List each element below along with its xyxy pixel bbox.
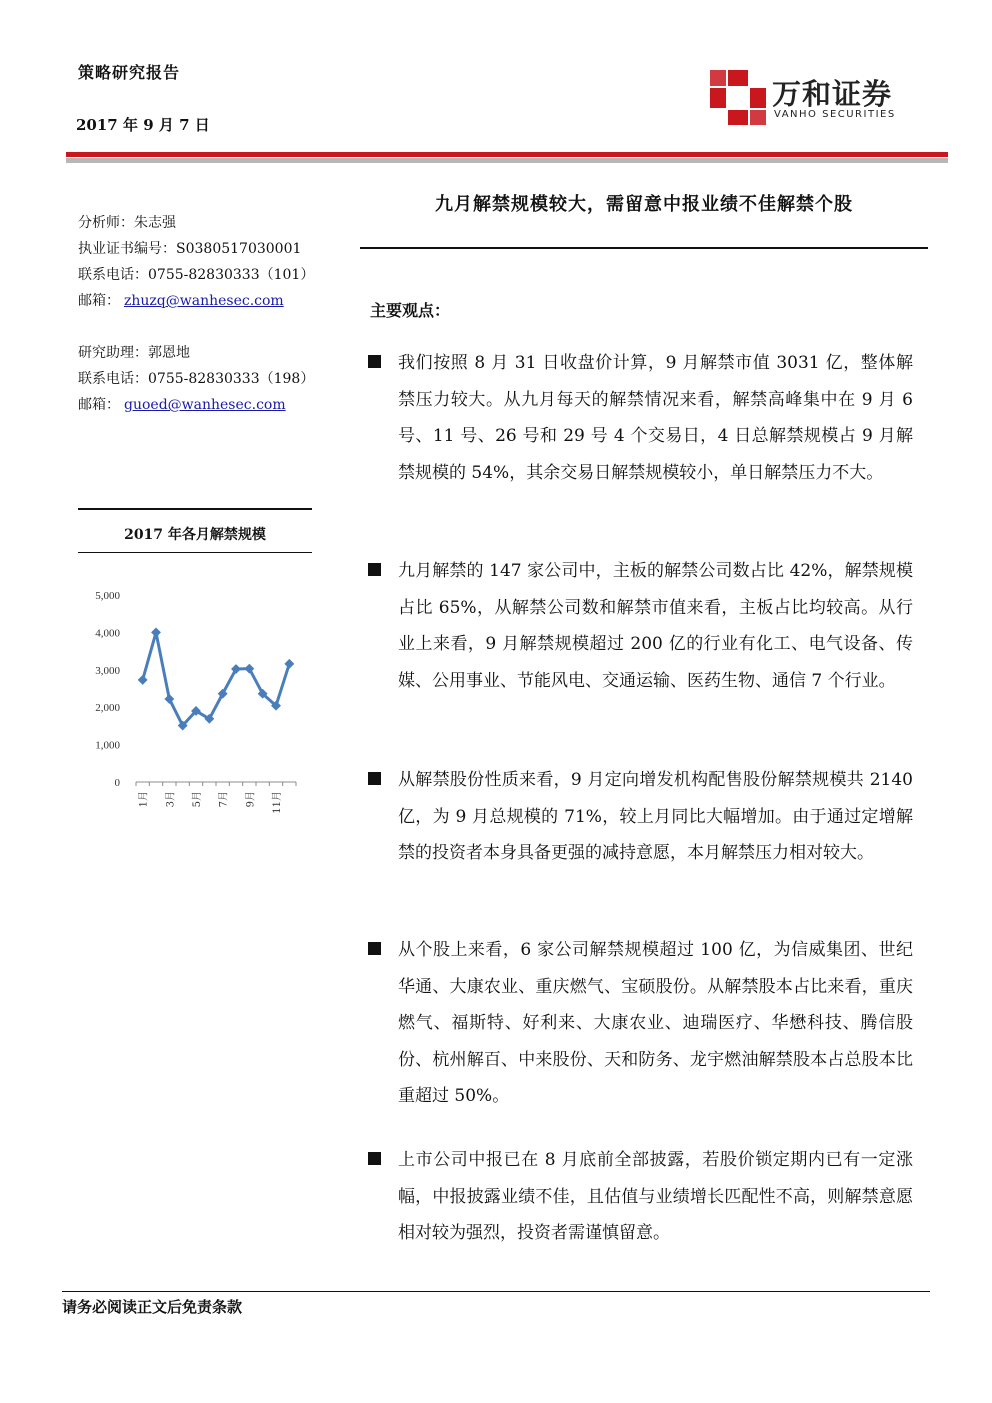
x-tick-label: 5月 (192, 791, 203, 808)
key-point-1 (368, 345, 913, 491)
email-label-1: 邮箱： (78, 293, 120, 309)
logo-name-en: VANHO SECURITIES (774, 109, 896, 120)
x-axis-labels (138, 791, 283, 814)
line-chart (78, 558, 312, 838)
y-tick-label: 1,000 (95, 739, 120, 752)
series-line (143, 632, 290, 725)
key-point-text: 上市公司中报已在 8 月底前全部披露，若股价锁定期内已有一定涨幅，中报披露业绩不佳，且估值与业绩增长匹配性不高，则解禁意愿相对较为强烈，投资者需谨慎留意。 (398, 1150, 913, 1243)
data-point (151, 627, 161, 637)
bullet-square-icon (368, 942, 381, 955)
phone-label-1: 联系电话： (78, 267, 148, 283)
license-value: S0380517030001 (176, 241, 302, 257)
assistant-name: 郭恩地 (148, 345, 190, 361)
analyst-label: 分析师： (78, 215, 134, 231)
key-point-2 (368, 553, 913, 699)
bullet-square-icon (368, 772, 381, 785)
headline-rule (360, 247, 928, 249)
logo-name-cn: 万和证券 (772, 77, 893, 111)
x-tick-label: 11月 (272, 791, 283, 814)
phone-label-2: 联系电话： (78, 371, 148, 387)
email-link-2[interactable]: guoed@wanhesec.com (124, 397, 286, 413)
phone-value-1: 0755-82830333（101） (148, 267, 315, 283)
footer-disclaimer: 请务必阅读正文后免责条款 (62, 1298, 243, 1316)
report-date: 2017 年 9 月 7 日 (76, 116, 210, 134)
key-point-text: 九月解禁的 147 家公司中，主板的解禁公司数占比 42%，解禁规模占比 65%，从解禁公司数和解禁市值来看，主板占比均较高。从行业上来看，9 月解禁规模超过 200 亿的行业有化工、电气设备、传媒、公用事业、节能风电、交通运输、医药生物、通信 7 个行业。 (398, 561, 913, 691)
data-point (164, 694, 174, 704)
assistant-label: 研究助理： (78, 345, 148, 361)
chart-title: 2017 年各月解禁规模 (124, 527, 266, 543)
y-tick-label: 4,000 (95, 627, 120, 640)
report-headline: 九月解禁规模较大，需留意中报业绩不佳解禁个股 (435, 194, 853, 215)
y-tick-label: 3,000 (95, 664, 120, 677)
section-title: 主要观点： (370, 301, 451, 320)
footer-rule (62, 1291, 930, 1292)
x-tick-label: 9月 (245, 791, 257, 808)
bullet-square-icon (368, 1152, 381, 1165)
x-tick-label: 7月 (218, 791, 230, 808)
license-line (78, 236, 301, 262)
chart-title-rule (78, 552, 312, 553)
email-link-1[interactable]: zhuzq@wanhesec.com (124, 293, 284, 309)
chart-panel (78, 508, 312, 840)
y-tick-label: 0 (114, 777, 120, 789)
analyst-name: 朱志强 (134, 215, 176, 231)
bullet-square-icon (368, 355, 381, 368)
phone-line-2 (78, 366, 314, 392)
phone-value-2: 0755-82830333（198） (148, 371, 315, 387)
key-point-text: 从解禁股份性质来看，9 月定向增发机构配售股份解禁规模共 2140 亿，为 9 月总规模的 71%，较上月同比大幅增加。由于通过定增解禁的投资者本身具备更强的减持意愿，本月解禁压力相对较大。 (398, 770, 913, 863)
x-tick-label: 3月 (165, 791, 177, 808)
x-axis-ticks (136, 782, 296, 786)
chart-top-rule (78, 508, 312, 510)
email-line-2 (78, 392, 286, 418)
phone-line-1 (78, 262, 314, 288)
assistant-line (78, 340, 190, 366)
key-point-text: 从个股上来看，6 家公司解禁规模超过 100 亿，为信威集团、世纪华通、大康农业、重庆燃气、宝硕股份。从解禁股本占比来看，重庆燃气、福斯特、好利来、大康农业、迪瑞医疗、华懋科技、腾信股份、杭州解百、中来股份、天和防务、龙宇燃油解禁股本占总股本比重超过 50%。 (398, 940, 913, 1106)
y-tick-label: 5,000 (95, 590, 120, 602)
key-point-text: 我们按照 8 月 31 日收盘价计算，9 月解禁市值 3031 亿，整体解禁压力较大。从九月每天的解禁情况来看，解禁高峰集中在 9 月 6 号、11 号、26 号和 29 号 4 个交易日，4 日总解禁规模占 9 月解禁规模的 54%，其余交易日解禁规模较小，单日解禁压力不大。 (398, 353, 913, 483)
header-divider (66, 152, 948, 166)
report-type: 策略研究报告 (78, 63, 181, 82)
data-point (284, 659, 294, 669)
company-logo (710, 70, 920, 125)
header-divider-gray (66, 158, 948, 163)
data-point (138, 675, 148, 685)
key-point-4 (368, 932, 913, 1115)
y-axis-labels (95, 590, 120, 789)
header-divider-red (66, 152, 948, 157)
x-tick-label: 1月 (138, 791, 150, 808)
y-tick-label: 2,000 (95, 702, 120, 715)
logo-mark-icon (710, 70, 766, 125)
key-point-5 (368, 1142, 913, 1252)
email-line-1 (78, 288, 284, 314)
key-point-3 (368, 762, 913, 872)
bullet-square-icon (368, 563, 381, 576)
series-points (138, 627, 295, 730)
license-label: 执业证书编号： (78, 241, 176, 257)
analyst-line (78, 210, 176, 236)
email-label-2: 邮箱： (78, 397, 120, 413)
